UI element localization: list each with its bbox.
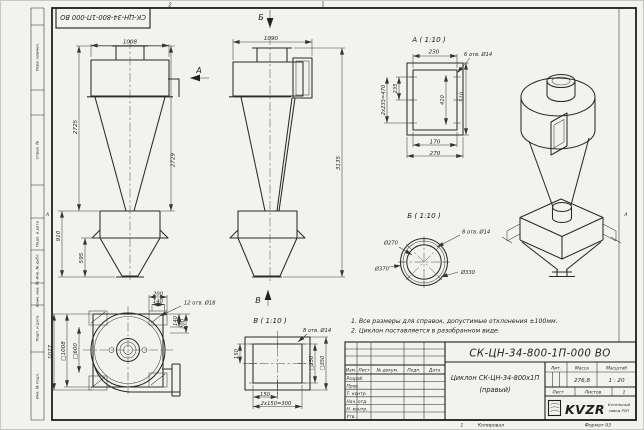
section-a-dim-470: 2х235=470 <box>381 84 387 116</box>
side-view <box>229 10 345 306</box>
tb-col-izm: Изм. <box>345 368 357 374</box>
logo-waves-icon <box>551 403 560 411</box>
tb-row-prov: Пров. <box>346 384 360 390</box>
margin-label-6: Подп. и дата <box>34 315 40 342</box>
tb-sheets-value: 1 <box>622 390 626 396</box>
tb-col-podp: Подп. <box>407 368 421 374</box>
section-b-d370: Ø370 <box>375 266 389 273</box>
zone-right-label: А <box>624 213 628 218</box>
tb-col-list: Лист <box>358 368 370 374</box>
view-arrow-b: Б <box>258 13 264 22</box>
technical-notes <box>351 318 558 335</box>
tb-company-line2: завод РЭП <box>608 408 630 413</box>
zone-top-label: 2 <box>168 2 172 9</box>
company-logo <box>549 401 606 418</box>
section-a-dim-510: 510 <box>459 92 466 102</box>
front-view <box>56 40 209 283</box>
margin-label-1: Перв. примен. <box>34 42 40 72</box>
front-dim-height-left: 2725 <box>73 119 79 135</box>
section-v-dim-250: □250 <box>309 355 315 371</box>
front-dim-height-right: 2729 <box>170 152 177 168</box>
front-dim-width: 1008 <box>122 39 138 46</box>
tb-mass-label: Масса <box>575 366 589 372</box>
section-v-label: В ( 1:10 ) <box>253 316 287 325</box>
tb-mass-value: 276,8 <box>573 378 591 384</box>
section-v-dim-300: 2х150=300 <box>260 401 292 407</box>
side-dim-width: 1090 <box>263 36 279 42</box>
section-a-dim-270: 270 <box>429 150 441 157</box>
section-v-dim-150: 150 <box>260 391 270 398</box>
section-a-holes: 6 отв. Ø14 <box>464 52 493 58</box>
tb-col-data: Дата <box>428 368 441 374</box>
tb-row-razrab: Разраб. <box>346 377 364 382</box>
section-v-dim-left-150: 150 <box>234 349 240 359</box>
section-b-d270: Ø270 <box>384 240 398 247</box>
side-dim-height: 3135 <box>336 155 342 171</box>
tb-doc-number: СК-ЦН-34-800-1П-000 ВО <box>469 348 611 360</box>
margin-label-4: Инв. № дубл. <box>34 253 40 280</box>
zone-left-label: А <box>45 213 50 218</box>
plan-view <box>48 292 216 397</box>
tb-sheets-label: Листов <box>584 390 602 396</box>
plan-holes-note: 12 отв. Ø18 <box>184 300 216 307</box>
section-b-view <box>374 211 490 288</box>
front-dim-hopper: 595 <box>79 252 85 264</box>
inverted-stamp-text: СК-ЦН-34-800-1П-000 ВО <box>60 13 146 21</box>
tb-sheet-label: Лист <box>552 390 564 396</box>
tb-scale-label: Масштаб <box>606 366 627 372</box>
section-a-view <box>381 35 492 158</box>
copied-label: Копировал <box>477 423 505 429</box>
tb-col-doc: № докум. <box>376 368 399 374</box>
tb-name-line2: (правый) <box>479 386 511 394</box>
tb-row-nachotd: Нач. отд. <box>346 399 368 405</box>
plan-dim-height: 1027 <box>48 344 54 360</box>
title-block <box>345 342 636 420</box>
margin-label-7: Инв. № подл. <box>34 372 40 400</box>
tb-lit-label: Лит. <box>550 366 562 372</box>
view-arrow-v: В <box>255 296 261 305</box>
note-line-1: 1. Все размеры для справок, допустимые отклонения ±100мм. <box>351 318 558 325</box>
margin-label-3: Подп. и дата <box>34 221 40 247</box>
plan-dim-200: 200 <box>153 291 163 298</box>
margin-label-2: Справ. № <box>34 140 40 160</box>
margin-label-5: Взам. инв. № <box>34 281 40 307</box>
tb-row-tkontr: Т. контр. <box>346 392 367 398</box>
tb-scale-value: 1 : 20 <box>608 378 625 384</box>
section-a-label: А ( 1:10 ) <box>412 35 446 44</box>
section-v-dim-350: □350 <box>320 355 326 371</box>
plan-dim-right-200: 200 <box>180 319 187 329</box>
zone-bottom-label: 1 <box>460 423 464 429</box>
plan-dim-square: □1008 <box>61 341 67 361</box>
plan-dim-right-140: 140 <box>173 316 179 326</box>
view-arrow-a: А <box>196 66 202 75</box>
tb-name-line1: Циклон СК-ЦН-34-800х1П <box>450 374 540 382</box>
section-a-dim-170: 170 <box>429 139 441 146</box>
section-a-dim-230: 230 <box>428 49 440 56</box>
section-a-dim-410: 410 <box>440 95 446 105</box>
tb-company-line1: Котельный <box>607 402 631 407</box>
format-label: Формат А3 <box>584 423 612 429</box>
front-dim-bunker: 910 <box>56 230 62 242</box>
section-b-holes: 8 отв. Ø14 <box>462 229 491 236</box>
plan-dim-140: 140 <box>153 299 163 306</box>
tb-row-nkontr: Н. контр. <box>346 407 368 413</box>
section-b-label: Б ( 1:10 ) <box>407 211 441 220</box>
plan-dim-inner: □600 <box>73 343 79 359</box>
section-v-holes: 8 отв. Ø14 <box>303 328 332 334</box>
section-v-view <box>234 316 331 409</box>
isometric-view <box>502 75 621 277</box>
tb-row-utv: Утв. <box>346 415 356 420</box>
section-b-d330: Ø330 <box>461 270 475 276</box>
note-line-2: 2. Циклон поставляется в разобранном виде. <box>351 327 500 335</box>
section-a-dim-235: 235 <box>393 83 399 94</box>
logo-text: KVZR <box>564 402 606 417</box>
